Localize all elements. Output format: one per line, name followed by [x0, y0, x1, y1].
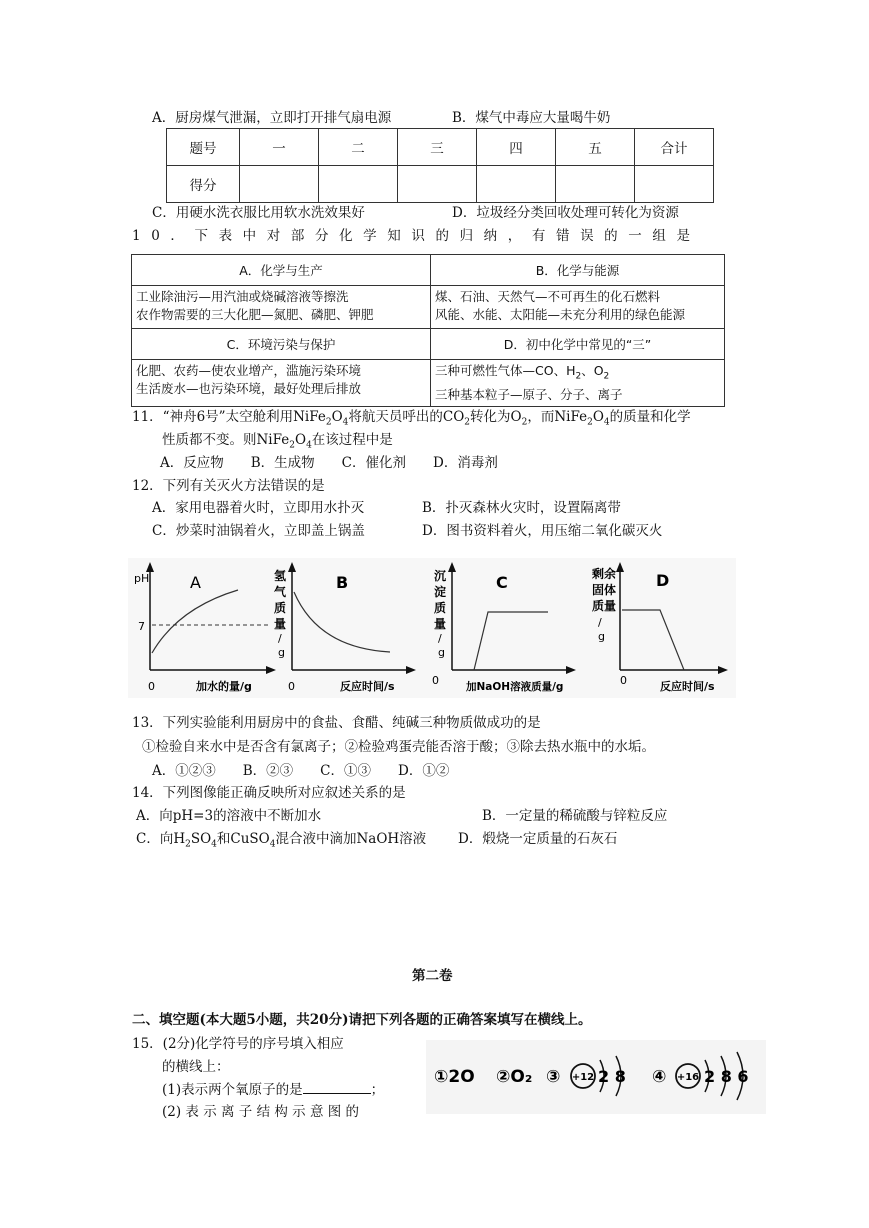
- atom-item-3: ③: [546, 1067, 561, 1087]
- q11-text: 11．“神舟6号”太空舱利用NiFe: [132, 409, 326, 425]
- graph-d-ylabel-char: 质量: [592, 599, 617, 613]
- q11-text: 的质量和化学: [609, 409, 691, 425]
- knowledge-c-content: [132, 360, 431, 407]
- graph-a-letter: A: [190, 573, 201, 592]
- graph-c-origin: 0: [432, 674, 439, 687]
- graph-d-ylabel-char: g: [598, 630, 605, 643]
- graph-a-x-arrow: [266, 666, 276, 674]
- graph-a-origin: 0: [148, 680, 155, 693]
- score-header-cell: 二: [319, 129, 398, 166]
- knowledge-a-content: [132, 286, 431, 329]
- graph-b-ylabel-char: /: [278, 632, 282, 645]
- q12-option-c: C．炒菜时油锅着火，立即盖上锅盖: [152, 523, 365, 539]
- knowledge-b-line: 煤、石油、天然气—不可再生的化石燃料: [435, 289, 661, 304]
- graph-c-ylabel-char: 沉: [434, 569, 447, 583]
- q15-text: ；: [370, 1082, 385, 1098]
- part2-title: 第二卷: [412, 968, 453, 984]
- graph-b-letter: B: [336, 573, 349, 592]
- score-header-cell: 一: [240, 129, 319, 166]
- knowledge-table: [131, 254, 725, 407]
- q13-options: A．①②③ B．②③ C．①③ D．①②: [152, 763, 450, 779]
- q14-text: 混合液中滴加NaOH溶液: [275, 831, 427, 847]
- score-table: [166, 128, 714, 203]
- knowledge-d-title: D．初中化学中常见的“三”: [431, 329, 725, 360]
- knowledge-d-content: [431, 360, 725, 407]
- q15-line-3: [162, 1078, 384, 1098]
- knowledge-d-line: 三种基本粒子—原子、分子、离子: [435, 386, 623, 402]
- atom-3-nucleus-charge: +12: [571, 1072, 595, 1083]
- q15-line-4: (2) 表 示 离 子 结 构 示 意 图 的: [162, 1104, 360, 1120]
- atom-4-nucleus-charge: +16: [676, 1072, 700, 1083]
- score-cell[interactable]: [556, 166, 635, 203]
- graph-d-y-arrow: [616, 562, 624, 572]
- graph-b-origin: 0: [288, 680, 295, 693]
- knowledge-b-title: B．化学与能源: [431, 255, 725, 286]
- q11-line-2: 性质都不变。则$NiFe_2O_4$在该过程中是: [162, 432, 393, 451]
- graph-b-ylabel-char: 气: [274, 585, 287, 599]
- knowledge-b-line: 风能、水能、太阳能—未充分利用的绿色能源: [435, 307, 686, 322]
- score-cell[interactable]: [319, 166, 398, 203]
- graph-b-ylabel-char: 质: [274, 601, 287, 615]
- score-cell[interactable]: [477, 166, 556, 203]
- q12-option-d: D．图书资料着火，用压缩二氧化碳灭火: [422, 523, 663, 539]
- graph-a-curve: [152, 590, 238, 653]
- graph-c-x-arrow: [566, 666, 576, 674]
- q9-option-c: C．用硬水洗衣服比用软水洗效果好: [152, 205, 365, 221]
- graph-b-ylabel-char: g: [278, 646, 285, 659]
- q15-line-1: 15．(2分)化学符号的序号填入相应: [132, 1036, 344, 1052]
- graph-d-line: [622, 610, 684, 670]
- q11-text: 将航天员呼出的CO: [348, 409, 465, 425]
- graph-b-y-arrow: [288, 562, 296, 572]
- graph-c-ylabel-char: /: [438, 632, 442, 645]
- knowledge-d-text: 三种可燃性气体—CO、H: [435, 363, 576, 378]
- score-header-cell: 三: [398, 129, 477, 166]
- q14-text: 和CuSO: [216, 831, 270, 847]
- q11-text: 在该过程中是: [311, 432, 393, 448]
- knowledge-a-line: 农作物需要的三大化肥—氮肥、磷肥、钾肥: [136, 307, 374, 322]
- atom-item-1: ①2O: [434, 1067, 475, 1087]
- q11-text: 转化为O: [470, 409, 522, 425]
- graph-d-ylabel-char: 固体: [592, 583, 617, 597]
- score-table-score-row: [167, 166, 714, 203]
- q14-option-a: A．向pH=3的溶液中不断加水: [136, 808, 322, 824]
- q14-stem: 14．下列图像能正确反映所对应叙述关系的是: [132, 785, 406, 801]
- section-heading: 二、填空题(本大题5小题，共20分)请把下列各题的正确答案填写在横线上。: [132, 1012, 592, 1028]
- graph-a-tick: 7: [138, 620, 145, 633]
- q12-stem: 12．下列有关灭火方法错误的是: [132, 478, 325, 494]
- graph-d-xlabel: 反应时间/s: [660, 680, 715, 693]
- atom-3-electrons: 2 8: [598, 1067, 626, 1086]
- score-row-label: 得分: [167, 166, 240, 203]
- q13-stem: 13．下列实验能利用厨房中的食盐、食醋、纯碱三种物质做成功的是: [132, 715, 541, 731]
- knowledge-b-content: [431, 286, 725, 329]
- q13-items: ①检验自来水中是否含有氯离子；②检验鸡蛋壳能否溶于酸；③除去热水瓶中的水垢。: [142, 739, 655, 755]
- graphs-figure: [128, 558, 736, 698]
- graph-b-xlabel: 反应时间/s: [340, 680, 395, 693]
- graph-c-xlabel: 加NaOH溶液质量/g: [466, 681, 564, 693]
- knowledge-a-line: 工业除油污—用汽油或烧碱溶液等擦洗: [136, 289, 349, 304]
- graph-c-ylabel-char: g: [438, 646, 445, 659]
- graph-b: [274, 562, 416, 693]
- q14-text: C．向H: [136, 831, 186, 847]
- q9-option-a: A．厨房煤气泄漏，立即打开排气扇电源: [152, 110, 392, 126]
- graph-d-origin: 0: [620, 674, 627, 687]
- q15-answer-blank-1[interactable]: [303, 1079, 371, 1094]
- graph-a: [134, 562, 276, 693]
- knowledge-a-title: A．化学与生产: [132, 255, 431, 286]
- graph-c-y-arrow: [448, 562, 456, 572]
- graph-c-ylabel-char: 量: [434, 617, 447, 631]
- knowledge-d-text: 、O: [581, 363, 604, 378]
- score-header-cell: 题号: [167, 129, 240, 166]
- score-cell[interactable]: [635, 166, 714, 203]
- score-cell[interactable]: [240, 166, 319, 203]
- score-header-cell: 合计: [635, 129, 714, 166]
- graph-b-ylabel-char: 量: [274, 617, 287, 631]
- graph-c-ylabel-char: 质: [434, 601, 447, 615]
- knowledge-c-line: 生活废水—也污染环境，最好处理后排放: [136, 381, 362, 396]
- atom-structures-figure: [426, 1040, 766, 1114]
- q9-option-b: B．煤气中毒应大量喝牛奶: [452, 110, 611, 126]
- graph-c-letter: C: [496, 573, 508, 592]
- graph-d-ylabel-char: /: [598, 616, 602, 629]
- q11-text: ，而NiFe: [527, 409, 588, 425]
- graph-a-ylabel: pH: [134, 572, 150, 585]
- q15-line-2: 的横线上：: [162, 1059, 230, 1075]
- graph-c-line: [474, 612, 548, 670]
- atom-4-electrons: 2 8 6: [704, 1067, 749, 1086]
- q12-option-a: A．家用电器着火时，立即用水扑灭: [152, 500, 365, 516]
- graphs-svg: [128, 558, 736, 698]
- knowledge-c-title: C．环境污染与保护: [132, 329, 431, 360]
- score-cell[interactable]: [398, 166, 477, 203]
- q14-text: SO: [190, 831, 212, 847]
- graph-b-ylabel-char: 氢: [274, 569, 287, 583]
- q11-text: 性质都不变。则NiFe: [162, 432, 290, 448]
- q9-option-d: D．垃圾经分类回收处理可转化为资源: [452, 205, 679, 221]
- atom-item-4: ④: [652, 1067, 667, 1087]
- q10-stem: 10．下表中对部分化学知识的归纳，有错误的一组是: [132, 228, 701, 244]
- graph-d-ylabel-char: 剩余: [592, 567, 617, 581]
- graph-c-ylabel-char: 淀: [434, 585, 447, 599]
- score-header-cell: 五: [556, 129, 635, 166]
- score-header-cell: 四: [477, 129, 556, 166]
- graph-a-y-arrow: [146, 562, 154, 572]
- q11-options: A．反应物 B．生成物 C．催化剂 D．消毒剂: [160, 455, 498, 471]
- q14-option-c: C．向$H_2SO_4$和CuSO$_4$混合液中滴加NaOH溶液: [136, 831, 427, 850]
- atom-item-2: ②O₂: [496, 1067, 533, 1087]
- graph-d-x-arrow: [718, 666, 728, 674]
- graph-b-curve: [294, 592, 390, 652]
- q14-option-b: B．一定量的稀硫酸与锌粒反应: [482, 808, 668, 824]
- graph-a-xlabel: 加水的量/g: [196, 680, 252, 693]
- graph-d: [592, 562, 728, 693]
- graph-c: [434, 562, 576, 693]
- graph-b-x-arrow: [406, 666, 416, 674]
- graph-d-letter: D: [656, 571, 670, 590]
- atom-structures-svg: [426, 1040, 766, 1114]
- q14-option-d: D．煅烧一定质量的石灰石: [458, 831, 618, 847]
- knowledge-c-line: 化肥、农药—使农业增产，滥施污染环境: [136, 363, 362, 378]
- q15-text: (1)表示两个氧原子的是: [162, 1082, 303, 1098]
- q12-option-b: B．扑灭森林火灾时，设置隔离带: [422, 500, 621, 516]
- score-table-header-row: [167, 129, 714, 166]
- knowledge-d-line: 三种可燃性气体—CO、$H_2$、$O_2$: [435, 363, 610, 382]
- q11-line-1: 11．“神舟6号”太空舱利用$NiFe_2O_4$将航天员呼出的$CO_2$转化为$O_2$，而$NiFe_2O_4$的质量和化学: [132, 409, 691, 428]
